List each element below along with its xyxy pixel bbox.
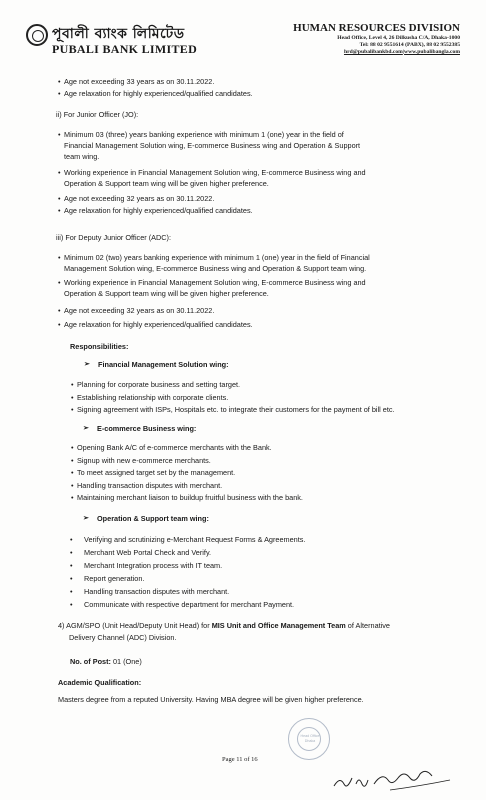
list-item [64, 167, 436, 189]
list-item [64, 277, 436, 299]
list-item: • Age relaxation for highly experienced/qualified candidates. [64, 205, 436, 216]
division-phone: Tel: 88 02 9551614 (PABX), 88 02 9552385 [359, 42, 460, 48]
list-item: • To meet assigned target set by the management. [77, 467, 235, 478]
list-line: Management Solution wing, E-commerce Business wing and Operation & Support team wing. [64, 264, 367, 273]
academic-qualification-text: Masters degree from a reputed University. Having MBA degree will be given higher preference. [58, 695, 364, 704]
list-item: • Verifying and scrutinizing e-Merchant Request Forms & Agreements. [84, 534, 305, 545]
bank-name-english: PUBALI BANK LIMITED [52, 42, 198, 56]
list-line: • Minimum 02 (two) years banking experience with minimum 1 (one) year in the field of Financial [64, 253, 370, 262]
letterhead [24, 4, 464, 66]
list-item: • Merchant Integration process with IT team. [84, 560, 222, 571]
list-item: • Signup with new e-commerce merchants. [77, 455, 211, 466]
list-item: • Signing agreement with ISPs, Hospitals etc. to integrate their customers for the payment of bill etc. [77, 404, 395, 415]
bank-logo-icon [26, 24, 48, 46]
list-item: • Age not exceeding 32 years as on 30.11.2022. [64, 193, 436, 204]
division-title: HUMAN RESOURCES DIVISION [293, 22, 460, 34]
list-line: Operation & Support team wing will be given higher preference. [64, 289, 269, 298]
list-line: • Working experience in Financial Management Solution wing, E-commerce Business wing and [64, 278, 366, 287]
list-item: • Merchant Web Portal Check and Verify. [84, 547, 211, 558]
stamp-text: Head Office Dhaka [300, 734, 320, 743]
list-item: • Planning for corporate business and setting target. [77, 379, 240, 390]
position-4-title-line2: Delivery Channel (ADC) Division. [69, 633, 177, 642]
division-contact: hrd@pubalibankbd.com|www.pubalibangla.com [343, 49, 460, 55]
website-link[interactable]: www.pubalibangla.com [404, 49, 460, 55]
list-line: Operation & Support team wing will be given higher preference. [64, 179, 269, 188]
list-item: • Establishing relationship with corporate clients. [77, 392, 228, 403]
list-line: • Minimum 03 (three) years banking experience with minimum 1 (one) year in the field of [64, 130, 344, 139]
list-item: • Age relaxation for highly experienced/qualified candidates. [64, 88, 436, 99]
list-item: • Age not exceeding 32 years as on 30.11.2022. [64, 305, 436, 316]
signature-icon [330, 764, 460, 794]
ecom-wing-heading: ➢ E-commerce Business wing: [97, 423, 196, 434]
list-line: team wing. [64, 152, 100, 161]
list-item: • Handling transaction disputes with merchant. [84, 586, 229, 597]
list-line: • Working experience in Financial Management Solution wing, E-commerce Business wing and [64, 168, 366, 177]
section-heading-jo: ii) For Junior Officer (JO): [56, 110, 139, 119]
section-heading-adc: iii) For Deputy Junior Officer (ADC): [56, 233, 172, 242]
list-item: • Handling transaction disputes with merchant. [77, 480, 222, 491]
list-item [64, 252, 436, 274]
post-count: No. of Post: 01 (One) [70, 657, 142, 666]
list-line: Financial Management Solution wing, E-commerce Business wing and Operation & Support [64, 141, 361, 150]
list-item: • Report generation. [84, 573, 144, 584]
academic-qualification-heading: Academic Qualification: [58, 678, 142, 687]
fms-wing-heading: ➢ Financial Management Solution wing: [98, 359, 229, 370]
bank-name-bangla: পূবালী ব্যাংক লিমিটেড [52, 26, 185, 42]
position-4-title: 4) AGM/SPO (Unit Head/Deputy Unit Head) for MIS Unit and Office Management Team of Alternative [58, 621, 390, 630]
list-item: • Age not exceeding 33 years as on 30.11.2022. [64, 76, 436, 87]
page-number: Page 11 of 16 [222, 756, 258, 763]
ops-wing-heading: ➢ Operation & Support team wing: [97, 513, 209, 524]
email-link[interactable]: hrd@pubalibankbd.com [343, 49, 403, 55]
list-item [64, 129, 436, 162]
list-item: • Maintaining merchant liaison to buildup fruitful business with the bank. [77, 492, 303, 503]
division-address: Head Office, Level 4, 26 Dilkusha C/A, Dhaka-1000 [337, 35, 460, 41]
list-item: • Age relaxation for highly experienced/qualified candidates. [64, 319, 436, 330]
list-item: • Communicate with respective department for merchant Payment. [84, 599, 294, 610]
list-item: • Opening Bank A/C of e-commerce merchants with the Bank. [77, 442, 272, 453]
responsibilities-heading: Responsibilities: [70, 342, 129, 351]
